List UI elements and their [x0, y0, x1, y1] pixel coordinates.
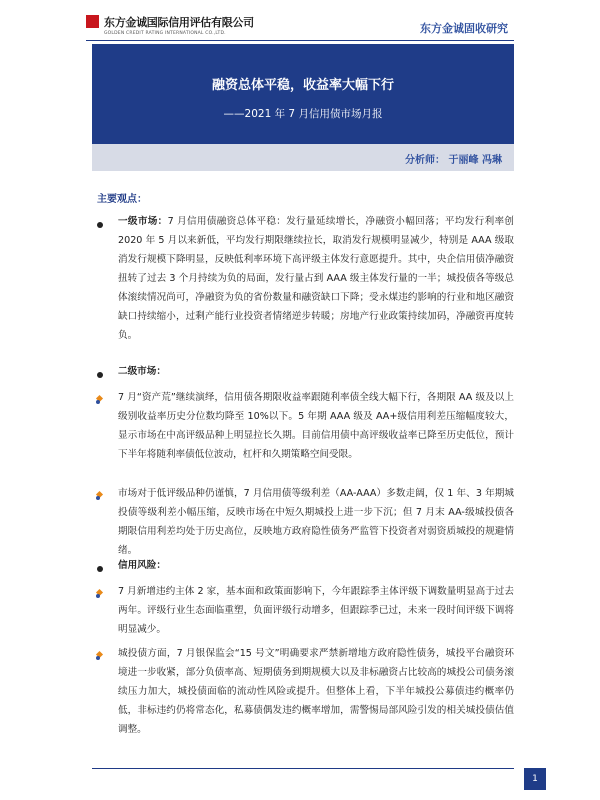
diamond-bullet-icon — [96, 652, 104, 660]
summary-heading: 主要观点： — [97, 194, 147, 205]
page-number: 1 — [524, 768, 546, 790]
analyst-line — [405, 151, 502, 166]
credit-risk-item-1: 7 月新增违约主体 2 家，基本面和政策面影响下，今年跟踪季主体评级下调数量明显高于过去两年。评级行业生态面临重塑，负面评级行动增多，但跟踪季已过，未来一段时间评级下调将明显减少。 — [118, 586, 514, 635]
company-logo — [86, 14, 254, 36]
analyst-names: 于丽峰 冯琳 — [448, 155, 502, 166]
credit-risk-item-2: 城投债方面，7 月银保监会“15 号文”明确要求严禁新增地方政府隐性债务，城投平台融资环境进一步收紧，部分负债率高、短期债务到期规模大以及非标融资占比较高的城投公司债务滚续压力加大，城投债面临的流动性风险或提升。但整体上看，下半年城投公募债违约概率仍低，非标违约仍将常态化，私募债偶发违约概率增加，需警惕局部风险引发的相关城投债估值调整。 — [118, 648, 514, 735]
primary-market-paragraph — [118, 212, 514, 345]
report-subtitle: ——2021 年 7 月信用债市场月报 — [223, 108, 383, 120]
secondary-market-heading: 二级市场： — [118, 366, 166, 377]
diamond-bullet-icon — [96, 492, 104, 500]
analyst-bar — [92, 144, 514, 171]
secondary-item-1: 7 月“资产荒”继续演绎，信用债各期限收益率跟随利率债全线大幅下行，各期限 AA 级及以上级别收益率历史分位数均降至 10%以下。5 年期 AAA 级及 AA+级信用利差压缩幅度较大，显示市场在中高评级品种上明显拉长久期。目前信用债中高评级收益率已降至历史低位，预计下半年将随利率债低位波动，杠杆和久期策略空间受限。 — [118, 392, 514, 460]
footer-divider — [92, 768, 514, 769]
company-name-cn: 东方金诚国际信用评估有限公司 — [104, 16, 254, 29]
credit-risk-heading: 信用风险： — [118, 560, 166, 571]
primary-market-label: 一级市场： — [118, 216, 168, 227]
brand-label: 东方金诚固收研究 — [420, 22, 508, 35]
company-name-en: GOLDEN CREDIT RATING INTERNATIONAL CO.,LTD. — [104, 31, 226, 36]
bullet-dot-icon — [97, 566, 103, 572]
analyst-label: 分析师： — [405, 155, 446, 166]
report-title: 融资总体平稳，收益率大幅下行 — [211, 78, 394, 93]
bullet-dot-icon — [97, 222, 103, 228]
title-banner — [92, 44, 514, 144]
bullet-dot-icon — [97, 372, 103, 378]
diamond-bullet-icon — [96, 590, 104, 598]
diamond-bullet-icon — [96, 396, 104, 404]
logo-mark-icon — [86, 15, 99, 28]
header-divider — [86, 40, 514, 41]
secondary-item-2: 市场对于低评级品种仍谨慎，7 月信用债等级利差（AA-AAA）多数走阔，仅 1 年、3 年期城投债等级利差小幅压缩，反映市场在中短久期城投上进一步下沉；但 7 月末 AA-级城投债各期限信用利差均处于历史高位，反映地方政府隐性债务严监管下投资者对弱资质城投的规避情绪。 — [118, 488, 514, 556]
primary-market-text: 7 月信用债融资总体平稳：发行量延续增长，净融资小幅回落；平均发行利率创 2020 年 5 月以来新低，平均发行期限继续拉长，取消发行规模明显减少，特别是 AAA 级取消发行规模下降明显，反映低利率环境下高评级主体发行意愿提升。其中，央企信用债净融资扭转了过去 3 个月持续为负的局面，发行量占到 AAA 级主体发行量的一半；城投债各等级总体滚续情况尚可，净融资为负的省份数量和融资缺口下降；受永煤违约影响的行业和地区融资缺口持续缩小，过剩产能行业投资者情绪逆步转暖；房地产行业政策持续加码，净融资再度转负。 — [118, 216, 515, 341]
